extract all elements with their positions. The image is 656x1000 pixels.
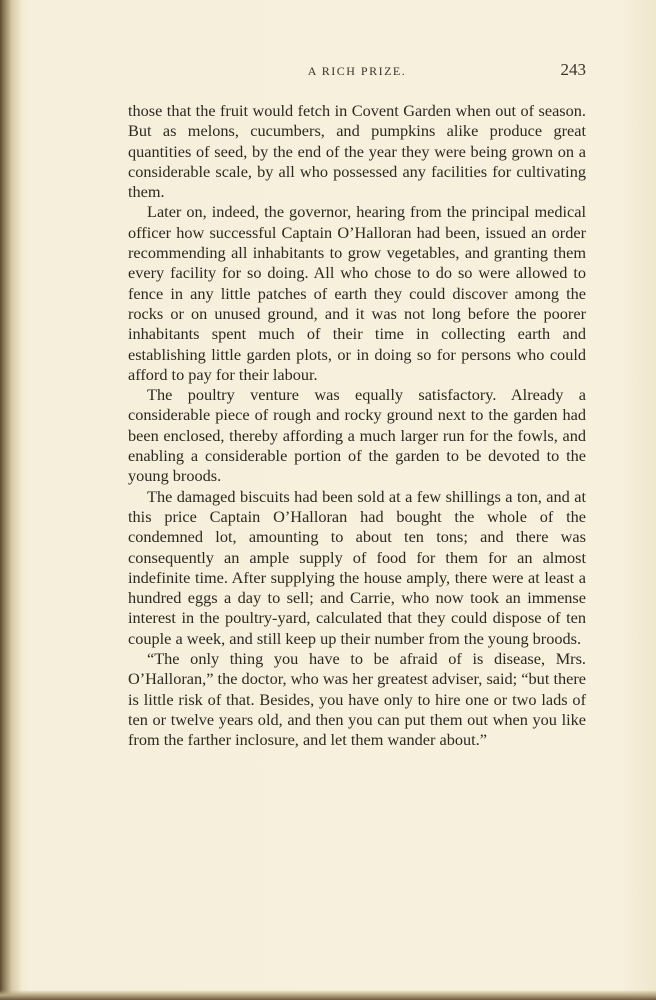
page-header bbox=[128, 60, 586, 84]
page-bottom-edge bbox=[0, 990, 656, 1000]
paragraph: Later on, indeed, the governor, hearing from the principal medical officer how successful Captain O’Halloran had been, issued an order recommending all inhabitants to grow vegetables, and granting them every facility for so doing. All who chose to do so were allowed to fence in any little patches of earth they could discover among the rocks or on unused ground, and it was not long before the poorer inhabitants spent much of their time in collecting earth and establishing little garden plots, or in doing so for persons who could afford to pay for their labour. bbox=[128, 202, 586, 384]
paragraph: those that the fruit would fetch in Covent Garden when out of season. But as melons, cucumbers, and pumpkins alike produce great quantities of seed, by the end of the year they were being grown on a considerable scale, by all who possessed any facilities for cultivating them. bbox=[128, 101, 586, 202]
body-text bbox=[128, 101, 586, 751]
paragraph: The damaged biscuits had been sold at a few shillings a ton, and at this price Captain O’Halloran had bought the whole of the condemned lot, amounting to about ten tons; and there was consequently an ample supply of food for them for an almost indefinite time. After supplying the house amply, there were at least a hundred eggs a day to sell; and Carrie, who now took an immense interest in the poultry-yard, calculated that they could dispose of ten couple a week, and still keep up their number from the young broods. bbox=[128, 486, 586, 648]
page-number: 243 bbox=[560, 60, 586, 79]
paragraph: The poultry venture was equally satisfactory. Already a considerable piece of rough and rocky ground next to the garden had been enclosed, thereby affording a much larger run for the fowls, and enabling a considerable portion of the garden to be devoted to the young broods. bbox=[128, 385, 586, 486]
page-binding-edge bbox=[0, 0, 22, 1000]
running-title: A RICH PRIZE. bbox=[307, 64, 407, 78]
paragraph: “The only thing you have to be afraid of is disease, Mrs. O’Halloran,” the doctor, who was her greatest adviser, said; “but there is little risk of that. Besides, you have only to hire one or two lads of ten or twelve years old, and then you can put them out when you like from the farther inclosure, and let them wander about.” bbox=[128, 649, 586, 750]
